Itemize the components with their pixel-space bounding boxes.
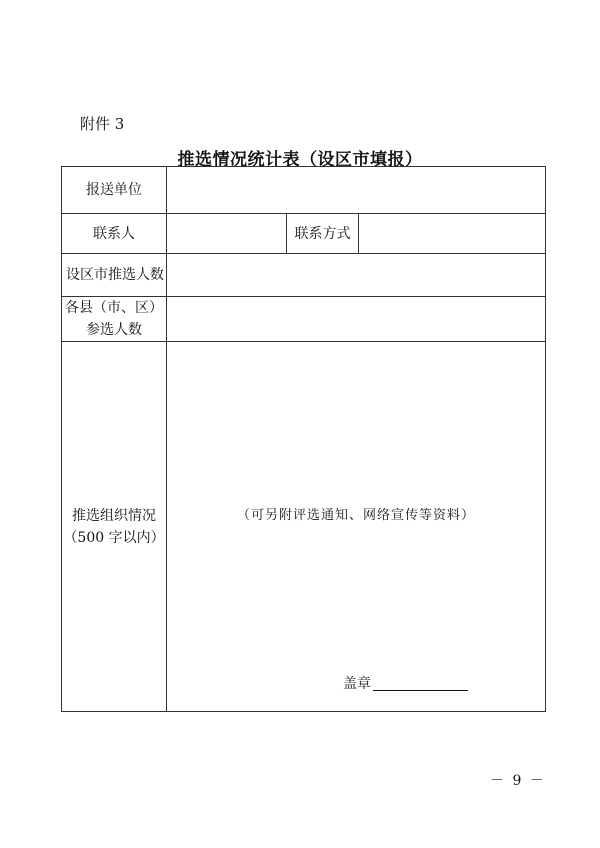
organization-note: （可另附评选通知、网络宣传等资料）	[237, 508, 476, 523]
contact-person-label: 联系人	[62, 214, 167, 254]
report-unit-row	[62, 167, 546, 214]
organization-label-line1: 推选组织情况	[72, 507, 156, 524]
contact-person-field[interactable]	[167, 214, 287, 254]
city-count-label: 设区市推选人数	[62, 254, 167, 297]
organization-row	[62, 342, 546, 712]
report-unit-field[interactable]	[167, 167, 546, 214]
contact-method-label: 联系方式	[287, 214, 359, 254]
county-count-label	[62, 297, 167, 342]
report-unit-label: 报送单位	[62, 167, 167, 214]
seal-signature-line[interactable]	[373, 690, 468, 691]
contact-row	[62, 214, 546, 254]
page-title: 推选情况统计表（设区市填报）	[177, 150, 423, 170]
county-count-field[interactable]	[167, 297, 546, 342]
attachment-label: 附件 3	[80, 115, 125, 133]
organization-label-line2: （500 字以内）	[63, 529, 165, 546]
county-count-label-line2: 参选人数	[86, 322, 142, 338]
contact-method-field[interactable]	[359, 214, 546, 254]
organization-field[interactable]	[167, 342, 546, 712]
county-count-label-line1: 各县（市、区）	[65, 300, 163, 316]
organization-label	[62, 342, 167, 712]
city-count-field[interactable]	[167, 254, 546, 297]
statistics-form-table	[61, 166, 546, 712]
page-number: － 9 －	[490, 773, 546, 789]
city-count-row	[62, 254, 546, 297]
county-count-row	[62, 297, 546, 342]
seal-label: 盖章	[343, 676, 371, 692]
